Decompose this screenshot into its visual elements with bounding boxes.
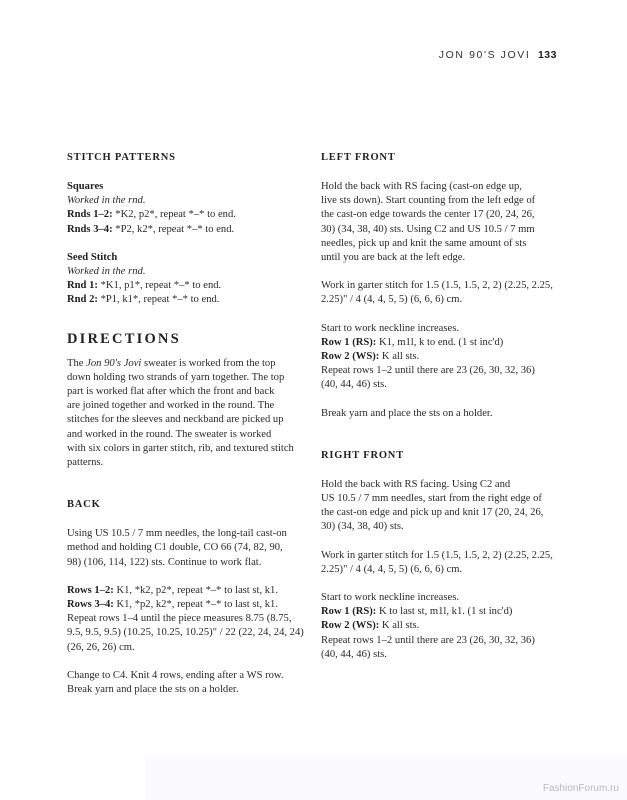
left-front-break: Break yarn and place the sts on a holder. xyxy=(321,407,493,419)
stitch-patterns-heading: STITCH PATTERNS xyxy=(67,152,176,163)
left-front-row-1: Row 1 (RS): K1, m1l, k to end. (1 st inc'd) xyxy=(321,336,504,348)
left-front-heading: LEFT FRONT xyxy=(321,152,396,163)
left-front-hold-line: needles, pick up and knit the same amount of sts xyxy=(321,237,527,249)
right-column xyxy=(321,151,561,662)
back-repeat-line: Repeat rows 1–4 until the piece measures 8.75 (8.75, xyxy=(67,613,292,625)
right-front-row-2: Row 2 (WS): K all sts. xyxy=(321,620,420,632)
right-front-row-1: Row 1 (RS): K to last st, m1l, k1. (1 st inc'd) xyxy=(321,606,513,618)
right-front-repeat-line: (40, 44, 46) sts. xyxy=(321,648,387,660)
back-rows-3-4: Rows 3–4: K1, *p2, k2*, repeat *–* to last st, k1. xyxy=(67,599,278,611)
back-change-line: Change to C4. Knit 4 rows, ending after a WS row. xyxy=(67,669,284,681)
left-front-hold-line: the cast-on edge towards the center 17 (20, 24, 26, xyxy=(321,209,535,221)
right-front-garter-line: 2.25)" / 4 (4, 4, 5, 5) (6, 6, 6) cm. xyxy=(321,563,463,575)
seed-stitch-title: Seed Stitch xyxy=(67,251,118,263)
directions-line: with six colors in garter stitch, rib, and textured stitch xyxy=(67,442,294,454)
seed-row-1: Rnd 1: *K1, p1*, repeat *–* to end. xyxy=(67,280,222,292)
back-cast-on-line: 98) (106, 114, 122) sts. Continue to work flat. xyxy=(67,556,262,568)
right-front-repeat-line: Repeat rows 1–2 until there are 23 (26, 30, 32, 36) xyxy=(321,634,535,646)
right-front-heading: RIGHT FRONT xyxy=(321,449,404,461)
back-cast-on-line: method and holding C1 double, CO 66 (74, 82, 90, xyxy=(67,542,283,554)
directions-line: and worked in the round. The sweater is worked xyxy=(67,428,272,440)
left-column xyxy=(67,151,312,697)
left-front-hold-line: 30) (34, 38, 40) sts. Using C2 and US 10.5 / 7 mm xyxy=(321,223,535,235)
left-front-garter-line: Work in garter stitch for 1.5 (1.5, 1.5, 2, 2) (2.25, 2.25, xyxy=(321,280,553,292)
right-front-start: Start to work neckline increases. xyxy=(321,592,459,604)
back-change-line: Break yarn and place the sts on a holder. xyxy=(67,684,239,696)
left-front-hold-line: live sts down). Start counting from the left edge of xyxy=(321,195,536,207)
right-front-hold-line: the cast-on edge and pick up and knit 17 (20, 24, 26, xyxy=(321,507,544,519)
squares-row-1: Rnds 1–2: *K2, p2*, repeat *–* to end. xyxy=(67,209,236,221)
right-front-hold-line: 30) (34, 38, 40) sts. xyxy=(321,521,404,533)
directions-line: stitches for the sleeves and neckband are picked up xyxy=(67,414,284,426)
directions-intro: The Jon 90's Jovi sweater is worked from the top xyxy=(67,357,276,369)
page-number: 133 xyxy=(537,49,557,61)
left-front-hold-line: Hold the back with RS facing (cast-on edge up, xyxy=(321,181,522,192)
directions-line: patterns. xyxy=(67,457,104,469)
back-rows-1-2: Rows 1–2: K1, *k2, p2*, repeat *–* to last st, k1. xyxy=(67,584,278,596)
back-repeat-line: 9.5, 9.5, 9.5) (10.25, 10.25, 10.25)" / 22 (22, 24, 24, 24) xyxy=(67,627,304,639)
back-heading: BACK xyxy=(67,499,101,511)
left-front-garter-line: 2.25)" / 4 (4, 4, 5, 5) (6, 6, 6) cm. xyxy=(321,294,463,306)
left-front-row-2: Row 2 (WS): K all sts. xyxy=(321,351,420,363)
right-front-hold-line: Hold the back with RS facing. Using C2 and xyxy=(321,478,511,490)
right-front-garter-line: Work in garter stitch for 1.5 (1.5, 1.5, 2, 2) (2.25, 2.25, xyxy=(321,549,553,561)
left-front-repeat-line: Repeat rows 1–2 until there are 23 (26, 30, 32, 36) xyxy=(321,365,535,377)
directions-line: down holding two strands of yarn together. The top xyxy=(67,371,285,383)
left-front-repeat-line: (40, 44, 46) sts. xyxy=(321,379,387,391)
left-front-hold-line: until you are back at the left edge. xyxy=(321,252,466,264)
squares-row-2: Rnds 3–4: *P2, k2*, repeat *–* to end. xyxy=(67,223,235,235)
directions-line: part is worked flat after which the front and back xyxy=(67,386,275,398)
back-cast-on-line: Using US 10.5 / 7 mm needles, the long-tail cast-on xyxy=(67,528,287,540)
right-front-hold-line: US 10.5 / 7 mm needles, start from the right edge of xyxy=(321,493,542,505)
seed-stitch-note: Worked in the rnd. xyxy=(67,266,146,278)
book-section-title: JON 90'S JOVI xyxy=(438,49,531,61)
running-header xyxy=(439,49,557,61)
directions-line: are joined together and worked in the round. The xyxy=(67,400,275,412)
directions-heading: DIRECTIONS xyxy=(67,330,181,347)
back-repeat-line: (26, 26, 26) cm. xyxy=(67,641,135,653)
watermark: FashionForum.ru xyxy=(542,783,619,794)
squares-note: Worked in the rnd. xyxy=(67,195,146,207)
squares-title: Squares xyxy=(67,181,104,192)
left-front-start: Start to work neckline increases. xyxy=(321,322,459,334)
seed-row-2: Rnd 2: *P1, k1*, repeat *–* to end. xyxy=(67,294,220,306)
